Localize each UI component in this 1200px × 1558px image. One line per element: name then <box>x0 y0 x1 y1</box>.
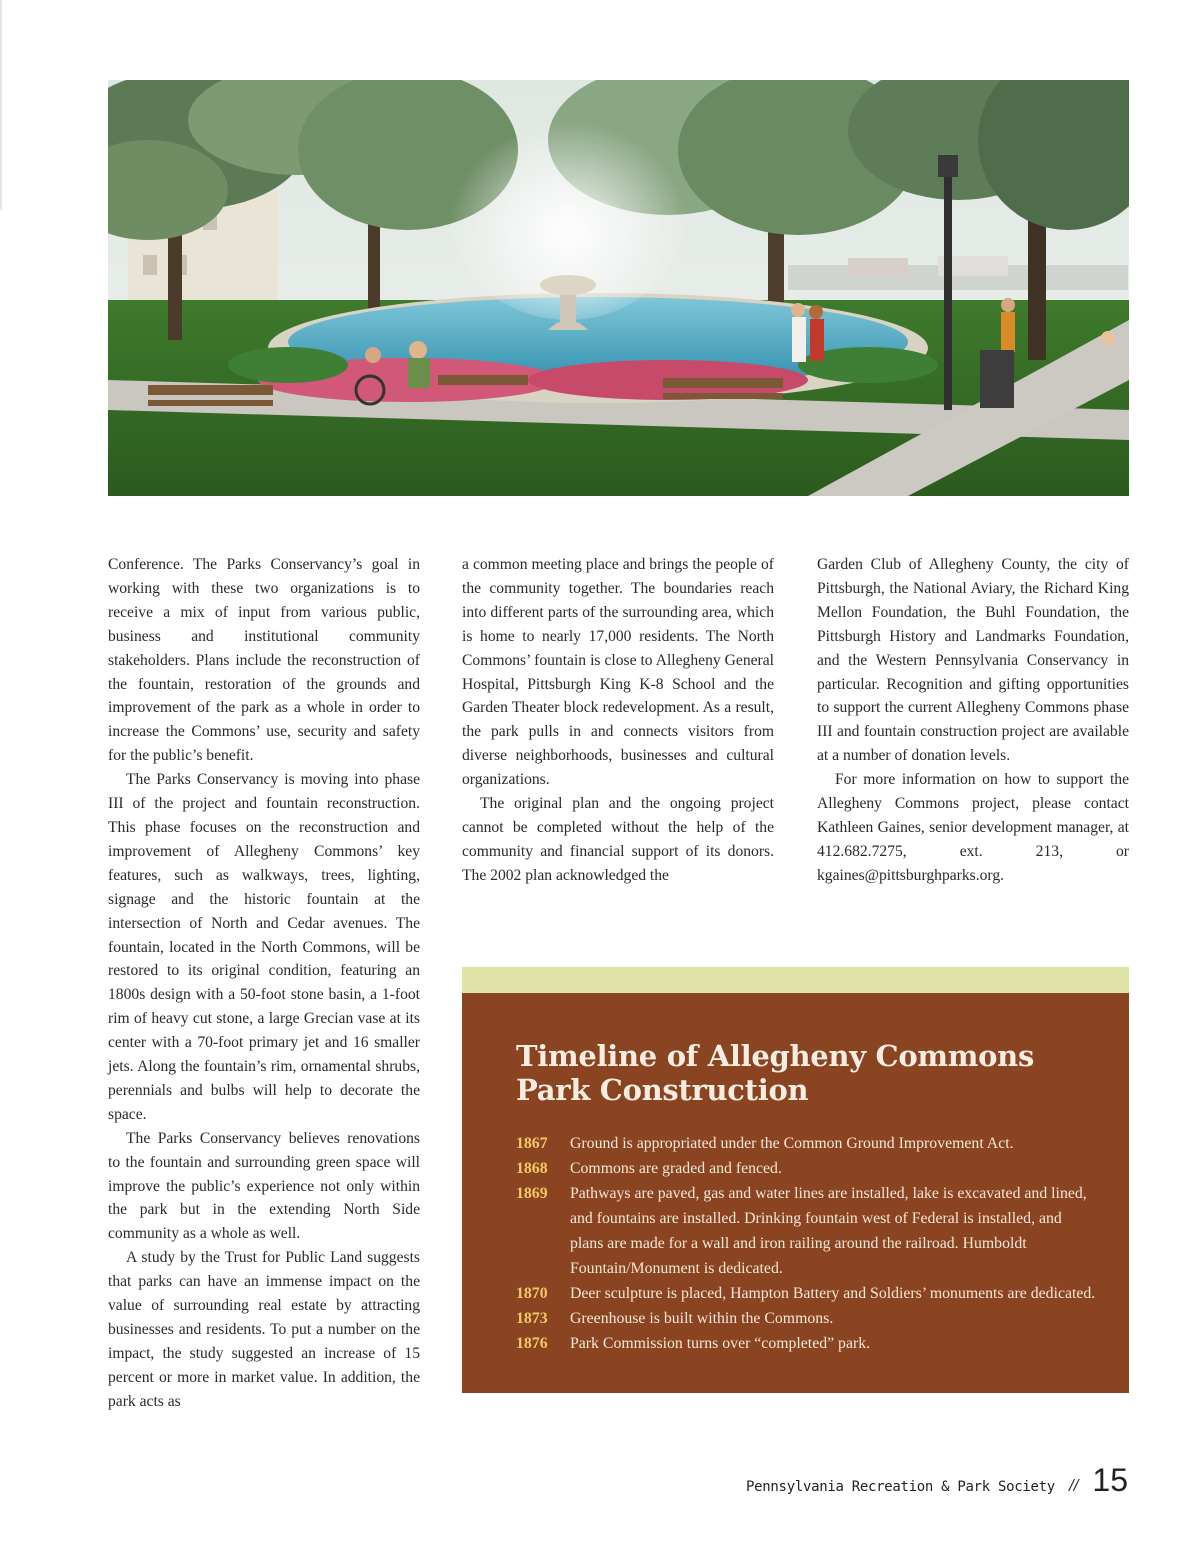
paragraph: The Parks Conservancy believes renovations to the fountain and surrounding green space will improve the public’s experience not only within the park but in the extending North Side community as a whole as well. <box>108 1129 420 1243</box>
paragraph: The original plan and the ongoing project cannot be completed without the help of the community and financial support of its donors. The 2002 plan acknowledged the <box>462 795 774 884</box>
timeline-accent-bar <box>462 967 1129 993</box>
paragraph: The Parks Conservancy is moving into phase III of the project and fountain reconstruction. This phase focuses on the reconstruction and improvement of Allegheny Commons’ key features, such as walkways, trees, lighting, signage and the historic fountain at the intersection of North and Cedar avenues. The fountain, located in the North Commons, will be restored to its original condition, featuring an 1800s design with a 50-foot stone basin, a 1-foot rim of heavy cut stone, a large Grecian vase at its center with a 70-foot primary jet and 16 smaller jets. Along the fountain’s rim, ornamental shrubs, perennials and bulbs will help to decorate the space. <box>108 771 420 1123</box>
timeline-year: 1873 <box>516 1310 548 1327</box>
body-column-3 <box>817 553 1129 888</box>
page-edge-mark <box>0 0 2 210</box>
timeline-entry <box>516 1281 1096 1306</box>
timeline-title-line: Park Construction <box>516 1073 809 1107</box>
timeline-year: 1867 <box>516 1135 548 1152</box>
timeline-year: 1870 <box>516 1285 548 1302</box>
timeline-text: Pathways are paved, gas and water lines are installed, lake is excavated and lined, and fountains are installed. Drinking fountain west of Federal is installed, and plans are made for a wall and iron railing around the railroad. Humboldt Fountain/Monument is dedicated. <box>570 1185 1087 1277</box>
paragraph: A study by the Trust for Public Land suggests that parks can have an immense impact on the value of surrounding real estate by attracting businesses and residents. To put a number on the impact, the study suggested an increase of 15 percent or more in market value. In addition, the park acts as <box>108 1249 420 1410</box>
timeline-text: Deer sculpture is placed, Hampton Battery and Soldiers’ monuments are dedicated. <box>570 1285 1096 1302</box>
timeline-year: 1876 <box>516 1335 548 1352</box>
paragraph: a common meeting place and brings the people of the community together. The boundaries reach into different parts of the surrounding area, which is home to nearly 17,000 residents. The North Commons’ fountain is close to Allegheny General Hospital, Pittsburgh King K-8 School and the Garden Theater block redevelopment. As a result, the park pulls in and connects visitors from diverse neighborhoods, businesses and cultural organizations. <box>462 556 774 789</box>
footer-separator: // <box>1068 1476 1079 1495</box>
timeline-title <box>516 1039 1096 1107</box>
timeline-text: Commons are graded and fenced. <box>570 1160 782 1177</box>
paragraph: Garden Club of Allegheny County, the city of Pittsburgh, the National Aviary, the Richard King Mellon Foundation, the Buhl Foundation, the Pittsburgh History and Landmarks Foundation, and the Western Pennsylvania Conservancy in particular. Recognition and gifting opportunities to support the current Allegheny Commons phase III and fountain construction project are available at a number of donation levels. <box>817 556 1129 765</box>
paragraph: For more information on how to support the Allegheny Commons project, please contact Kathleen Gaines, senior development manager, at 412.682.7275, ext. 213, or kgaines@pittsburghparks.org. <box>817 771 1129 884</box>
timeline-entry <box>516 1156 1096 1181</box>
timeline-box <box>462 993 1129 1393</box>
timeline-entry <box>516 1306 1096 1331</box>
paragraph: Conference. The Parks Conservancy’s goal in working with these two organizations is to receive a mix of input from various public, business and institutional community stakeholders. Plans include the reconstruction of the fountain, restoration of the grounds and improvement of the park as a whole in order to increase the Commons’ use, security and safety for the public’s benefit. <box>108 556 420 765</box>
fountain-illustration <box>108 80 1129 496</box>
timeline-entry <box>516 1331 1096 1356</box>
timeline-entry <box>516 1181 1096 1281</box>
timeline-title-line: Timeline of Allegheny Commons <box>516 1039 1034 1073</box>
timeline-text: Park Commission turns over “completed” park. <box>570 1335 871 1352</box>
timeline-list <box>516 1131 1096 1356</box>
timeline-text: Ground is appropriated under the Common Ground Improvement Act. <box>570 1135 1014 1152</box>
timeline-year: 1868 <box>516 1160 548 1177</box>
fountain-rendering-image <box>108 80 1129 496</box>
timeline-entry <box>516 1131 1096 1156</box>
footer-organization: Pennsylvania Recreation & Park Society <box>746 1479 1055 1495</box>
page-number: 15 <box>1092 1462 1128 1498</box>
body-column-2 <box>462 553 774 888</box>
timeline-year: 1869 <box>516 1185 548 1202</box>
page-footer <box>746 1462 1128 1502</box>
timeline-text: Greenhouse is built within the Commons. <box>570 1310 834 1327</box>
body-column-1 <box>108 553 420 1414</box>
